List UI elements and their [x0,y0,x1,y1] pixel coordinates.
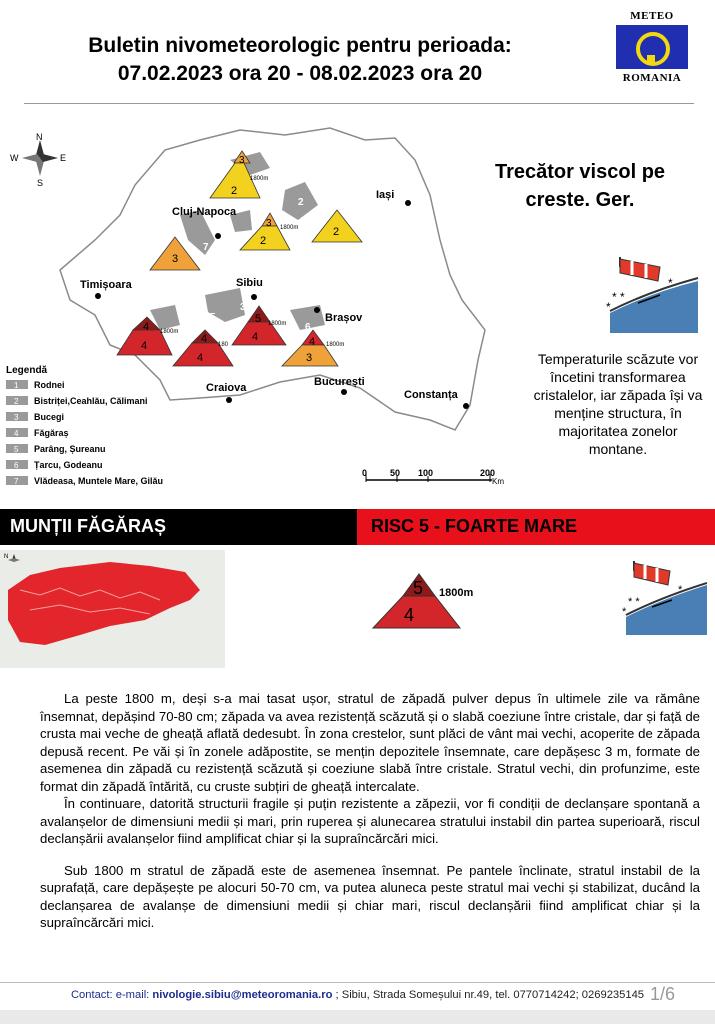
footer-divider [0,982,715,983]
paragraph: Sub 1800 m stratul de zăpadă este de asemenea însemnat. Pe pantele înclinate, stratul instabil de la suprafață, care depășește pe alocuri 50-70 cm, va putea aluneca peste stratul mai vechi și stabilizat, ducând la declanșarea de avalanșe de dimensiuni medii și chiar mari, riscul declanșării fiind amplificat chiar și la supraîncărcări mici. [40,862,700,930]
contact-address: ; Sibiu, Strada Someșului nr.49, tel. 0770714242; 0269235145 [332,989,645,1001]
tri-alt: 180 [218,342,229,348]
legend-num: 4 [14,429,19,438]
scale-label: 50 [390,468,401,478]
tri-top: 5 [255,313,262,325]
wind-snow-icon [612,555,707,635]
tri-top: 5 [413,578,424,598]
compass-s: S [37,178,44,188]
description-text: Temperaturile scăzute vor încetini transformarea cristalelor, iar zăpada își va menține structura, în majoritatea zonelor montane. [533,351,703,457]
tri-bottom: 4 [197,352,204,364]
logo-bottom-text: ROMANIA [622,72,682,84]
paragraph: În continuare, datorită structurii fragile și puțin rezistente a zăpezii, vor fi condiții de declanșare spontană a avalanșelor de dimensiuni medii și mari, prin ruperea și alunecarea stratului instabil din partea superioară, riscul declanșării avalanșelor fiind amplificat chiar și la supraîncărcări mici. [40,796,700,846]
legend-num: 6 [14,461,19,470]
scale-label: 200 [480,468,496,478]
svg-text:* *: * * [628,596,640,608]
tri-bottom: 3 [172,253,179,265]
compass-e: E [60,153,67,163]
tri-alt: 1800m [250,176,269,182]
tri-bottom: 2 [231,185,238,197]
title-line-2: 07.02.2023 ora 20 - 08.02.2023 ora 20 [117,62,483,85]
tri-top: 4 [309,336,316,348]
tri-bottom: 4 [141,340,148,352]
compass-w: W [10,153,19,163]
tri-alt: 1800m [160,329,179,335]
headline: Trecător viscol pe creste. Ger. [494,161,666,211]
tri-bottom: 4 [404,605,415,625]
logo-badge-icon [616,25,688,69]
tri-bottom: 2 [260,235,267,247]
city-bucuresti [314,376,365,395]
compass-n: N [36,132,43,142]
compass-icon [10,132,66,188]
tri-bottom: 2 [333,226,340,238]
city-label: Brașov [325,312,363,324]
city-label: București [314,376,365,388]
svg-text:*: * [678,584,683,596]
svg-text:*: * [668,276,673,290]
svg-text:* *: * * [612,290,625,304]
map-legend [6,365,163,486]
tri-bottom: 4 [252,331,259,343]
bulletin-body [40,690,700,932]
tri-alt: 1800m [268,321,287,327]
region-title: MUNȚII FĂGĂRAȘ [10,516,166,536]
legend-item [6,460,103,470]
city-label: Iași [376,189,395,201]
tri-bottom: 3 [306,352,313,364]
legend-item [6,476,163,486]
legend-label: Bucegi [34,412,65,422]
legend-label: Țarcu, Godeanu [34,460,103,470]
legend-item [6,428,69,438]
map-scale-bar [362,468,504,486]
region-number: 2 [298,197,304,208]
region-number: 5 [210,312,216,323]
region-number: 7 [203,242,209,253]
tri-top: 3 [239,155,245,166]
romania-risk-map [0,118,520,493]
legend-label: Făgăraș [34,428,69,438]
tri-top: 3 [266,218,272,229]
page-number: 1/6 [650,984,676,1004]
bulletin-title [40,32,560,88]
legend-num: 7 [14,477,19,486]
legend-num: 3 [14,413,19,422]
scale-label: 0 [362,468,368,478]
risk-banner [357,509,715,545]
scale-unit: Km [492,477,504,486]
city-label: Sibiu [236,277,263,289]
tri-alt: 1800m [326,342,345,348]
meteo-romania-logo [612,10,692,95]
legend-num: 5 [14,445,19,454]
tri-alt: 1800m [439,587,474,599]
contact-email-link[interactable]: nivologie.sibiu@meteoromania.ro [152,989,333,1001]
scale-label: 100 [418,468,434,478]
legend-num: 1 [14,381,19,390]
legend-label: Bistriței,Ceahlău, Călimani [34,396,148,406]
region-number: 3 [240,302,246,313]
legend-item [6,444,106,454]
tri-top: 4 [201,333,208,345]
svg-text:N: N [4,554,9,560]
legend-label: Parâng, Șureanu [34,444,106,454]
section-band [0,509,715,545]
city-craiova [206,382,247,403]
bottom-bar [0,1010,715,1024]
fagaras-relief-map [0,550,225,668]
wind-snow-icon [590,253,700,333]
city-label: Timișoara [80,279,132,291]
risk-triangle-fagaras-large [355,566,495,636]
legend-label: Rodnei [34,380,65,390]
paragraph: La peste 1800 m, deși s-a mai tasat ușor, stratul de zăpadă pulver depus în ultimele zile va rămâne însemnat, depășind 70-80 cm; zăpada va avea rezistență scăzută și o slabă coeziune între cristale, dar și față de crusta mai veche de gheață aflată dedesubt. În zona crestelor, sunt plăci de vânt mai vechi, acoperite de zăpada depusă recent. Pe văi și în zonele adăpostite, se mențin depozitele însemnate, care depășesc 3 m, formate de asemenea din zăpadă cu rezistență scăzută și coeziune slabă între cristale. Stratul vechi, din profunzime, este format din zăpadă întărită, cu cruste subțiri de gheață intercalate. [40,691,700,794]
legend-item [6,412,64,422]
legend-label: Vlădeasa, Muntele Mare, Gilău [34,476,164,486]
tri-top: 4 [143,321,150,333]
header-divider [24,103,694,104]
city-label: Cluj-Napoca [172,206,237,218]
svg-text:*: * [606,300,611,314]
tri-alt: 1800m [280,225,299,231]
city-label: Craiova [206,382,247,394]
legend-title: Legendă [6,365,48,376]
logo-top-text: METEO [630,10,674,22]
region-number: 6 [305,322,311,333]
city-label: Constanța [404,389,458,401]
legend-item [6,396,148,406]
risk-label: RISC 5 - FOARTE MARE [371,516,578,536]
svg-text:*: * [622,606,627,618]
legend-item [6,380,65,390]
footer-contact [0,989,715,1001]
legend-num: 2 [14,397,19,406]
contact-label: Contact: e-mail: [70,989,153,1001]
title-line-1: Buletin nivometeorologic pentru perioada: [88,34,512,57]
